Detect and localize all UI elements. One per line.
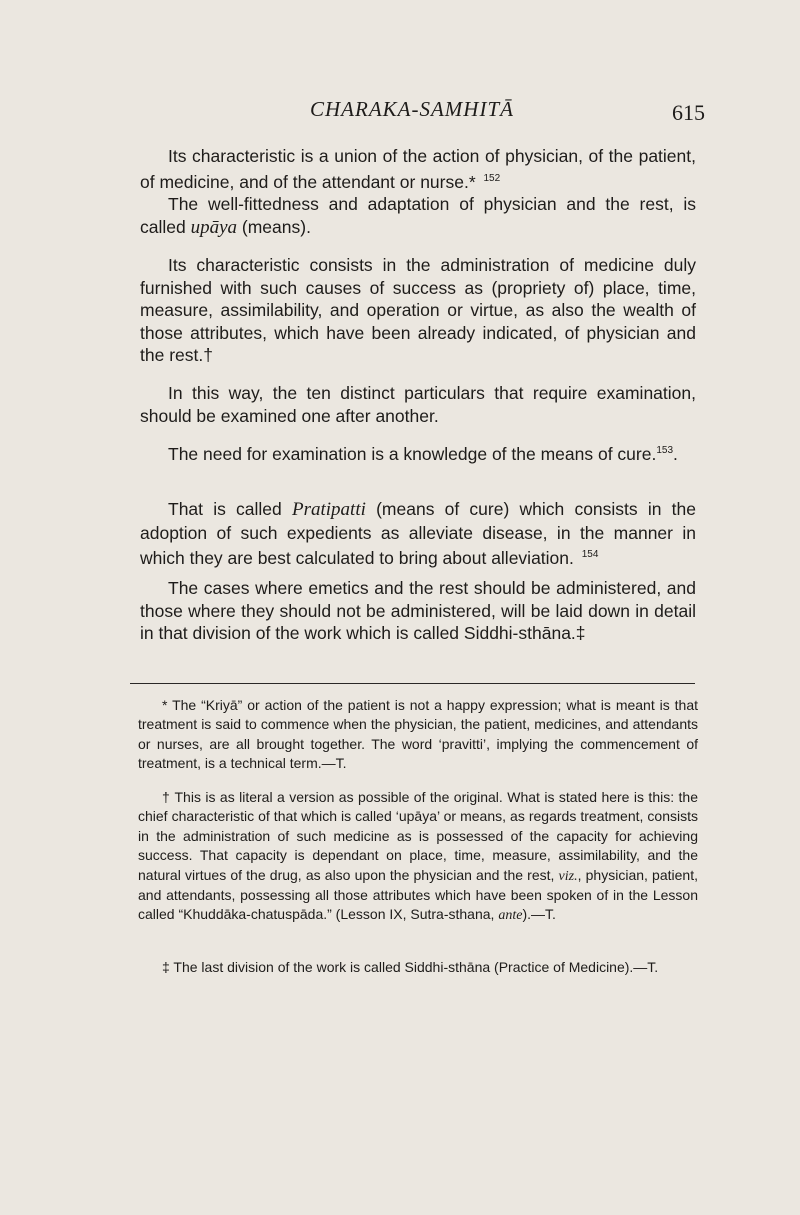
paragraph-text: In this way, the ten distinct particulars that require examination, should be examined one after another. <box>140 383 696 426</box>
paragraph-text: Its characteristic consists in the administration of medicine duly furnished with such causes of success as (propriety of) place, time, measure, assimilability, and operation or virtue, as also the wealth of those attributes, which have been already indicated, of physician and the rest.† <box>140 255 696 366</box>
paragraph-upaya <box>140 193 696 239</box>
paragraph-text: The cases where emetics and the rest should be administered, and those where they should not be administered, will be laid down in detail in that division of the work which is called Siddhi-sthāna.‡ <box>140 578 696 644</box>
footnote-star <box>138 696 698 774</box>
paragraph-need-examination <box>140 440 696 466</box>
paragraph-text: . <box>673 444 678 464</box>
paragraph-ten-particulars <box>140 382 696 427</box>
paragraph-pratipatti <box>140 498 696 570</box>
paragraph-text: The need for examination is a knowledge of the means of cure. <box>168 444 657 464</box>
footnote-viz: viz. <box>558 868 578 884</box>
footnote-text: ).—T. <box>522 906 556 923</box>
running-head-title: CHARAKA-SAMHITĀ <box>310 97 514 121</box>
paragraph-text: (means of cure) which consists in the adoption of such expedients as alleviate disease, in the manner in which they are best calculated to bring about alleviation. <box>140 499 696 569</box>
footnote-dagger <box>138 788 698 926</box>
term-upaya: upāya <box>190 216 238 238</box>
reference-154: 154 <box>581 549 599 561</box>
paragraph-siddhi-sthana <box>140 577 696 645</box>
term-pratipatti: Pratipatti <box>291 499 366 520</box>
paragraph-text: The well-fittedness and adaptation of physician and the rest, is called <box>140 194 696 237</box>
reference-152: 152 <box>483 172 501 184</box>
footnote-text: * The “Kriyā” or action of the patient is not a happy expression; what is meant is that treatment is said to commence when the physician, the patient, medicines, and attendants or nurses, are all brought together. The word ‘pravitti’, implying the commencement of treatment, is a technical term.—T. <box>138 697 698 772</box>
footnote-text: ‡ The last division of the work is called Siddhi-sthāna (Practice of Medicine).—T. <box>162 959 659 975</box>
paragraph-text: Its characteristic is a union of the action of physician, of the patient, of medicine, and of the attendant or nurse.* <box>140 146 696 192</box>
paragraph-characteristic <box>140 145 696 193</box>
footnote-double-dagger <box>138 958 698 977</box>
paragraph-administration <box>140 254 696 367</box>
footnote-ante: ante <box>498 908 523 924</box>
footnote-text: † This is as literal a version as possible of the original. What is stated here is this: the chief characteristic of that which is called ‘upāya’ or means, as regards treatment, consists in the administration of such medicine as is possessed of the capacity for achieving success. That capacity is dependant on place, time, measure, assimilability, and the natural virtues of the drug, as also upon the physician and the rest, <box>138 789 698 883</box>
paragraph-text: (means). <box>237 216 311 237</box>
reference-153: 153 <box>656 445 674 456</box>
page-number: 615 <box>672 100 705 125</box>
paragraph-text: That is called <box>168 499 292 519</box>
footnote-divider <box>130 683 695 684</box>
footnote-text: , physician, patient, and attendants, possessing all those attributes which have been spoken of in the Lesson called “Khuddāka-chatuspāda.” (Lesson IX, Sutra-sthana, <box>138 866 698 923</box>
